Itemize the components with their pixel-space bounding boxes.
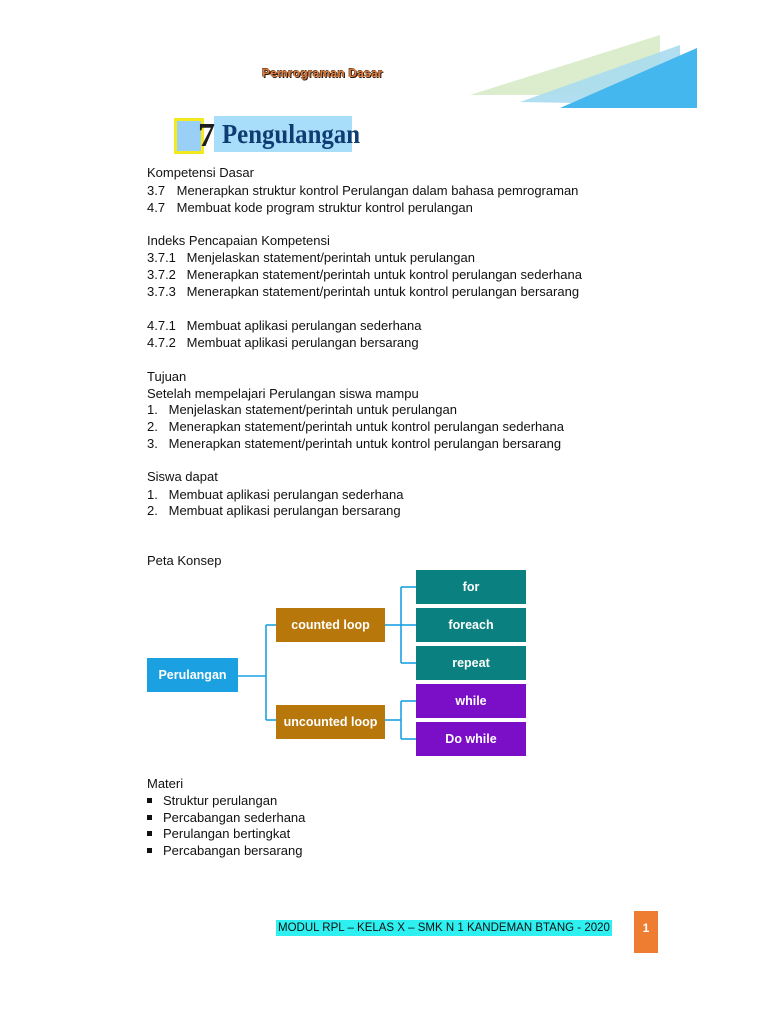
bullet-square-icon <box>147 831 152 836</box>
item-number: 1. <box>147 402 158 417</box>
item-text: Membuat kode program struktur kontrol perulangan <box>176 200 473 215</box>
item-number: 2. <box>147 503 158 518</box>
item-text: Perulangan bertingkat <box>163 826 291 841</box>
materi-heading: Materi <box>147 776 184 791</box>
item-text: Membuat aplikasi perulangan bersarang <box>186 335 419 350</box>
siswa-heading: Siswa dapat <box>147 469 218 484</box>
node-root: Perulangan <box>147 658 238 692</box>
chapter-title: Pengulangan <box>222 119 361 149</box>
materi-item <box>147 825 290 842</box>
item-text: Struktur perulangan <box>163 793 278 808</box>
item-number: 3.7.1 <box>147 250 176 265</box>
bullet-square-icon <box>147 848 152 853</box>
bullet-square-icon <box>147 798 152 803</box>
item-number: 3. <box>147 436 158 451</box>
item-number: 4.7 <box>147 200 166 215</box>
tujuan-heading: Tujuan <box>147 369 187 384</box>
item-number: 3.7.2 <box>147 267 176 282</box>
materi-item <box>147 842 303 859</box>
item-number: 1. <box>147 487 158 502</box>
node-repeat: repeat <box>416 646 526 680</box>
item-text: Membuat aplikasi perulangan sederhana <box>186 318 422 333</box>
item-text: Menerapkan statement/perintah untuk kontrol perulangan sederhana <box>186 267 582 282</box>
node-for: for <box>416 570 526 604</box>
node-while: while <box>416 684 526 718</box>
item-number: 3.7 <box>147 183 166 198</box>
item-text: Percabangan bersarang <box>163 843 303 858</box>
peta-heading: Peta Konsep <box>147 553 222 568</box>
indeks-heading: Indeks Pencapaian Kompetensi <box>147 233 330 248</box>
materi-item <box>147 792 277 809</box>
item-text: Menjelaskan statement/perintah untuk perulangan <box>186 250 475 265</box>
item-text: Menerapkan struktur kontrol Perulangan dalam bahasa pemrograman <box>176 183 579 198</box>
node-do-while: Do while <box>416 722 526 756</box>
item-text: Menjelaskan statement/perintah untuk perulangan <box>168 402 457 417</box>
item-number: 3.7.3 <box>147 284 176 299</box>
item-text: Membuat aplikasi perulangan sederhana <box>168 487 404 502</box>
node-uncounted-loop: uncounted loop <box>276 705 385 739</box>
item-text: Percabangan sederhana <box>163 810 306 825</box>
chapter-number: 7 <box>198 117 215 154</box>
footer-text: MODUL RPL – KELAS X – SMK N 1 KANDEMAN BTANG - 2020 <box>278 922 610 934</box>
header-title: Pemrograman Dasar <box>262 66 383 80</box>
item-number: 4.7.1 <box>147 318 176 333</box>
node-counted-loop: counted loop <box>276 608 385 642</box>
item-text: Menerapkan statement/perintah untuk kontrol perulangan sederhana <box>168 419 564 434</box>
item-number: 4.7.2 <box>147 335 176 350</box>
item-text: Membuat aplikasi perulangan bersarang <box>168 503 401 518</box>
node-foreach: foreach <box>416 608 526 642</box>
item-text: Menerapkan statement/perintah untuk kontrol perulangan bersarang <box>168 436 562 451</box>
item-number: 2. <box>147 419 158 434</box>
tujuan-intro: Setelah mempelajari Perulangan siswa mampu <box>147 386 419 401</box>
item-text: Menerapkan statement/perintah untuk kontrol perulangan bersarang <box>186 284 580 299</box>
page-number: 1 <box>634 911 658 953</box>
kompetensi-heading: Kompetensi Dasar <box>147 165 254 180</box>
materi-item <box>147 809 305 826</box>
bullet-square-icon <box>147 815 152 820</box>
